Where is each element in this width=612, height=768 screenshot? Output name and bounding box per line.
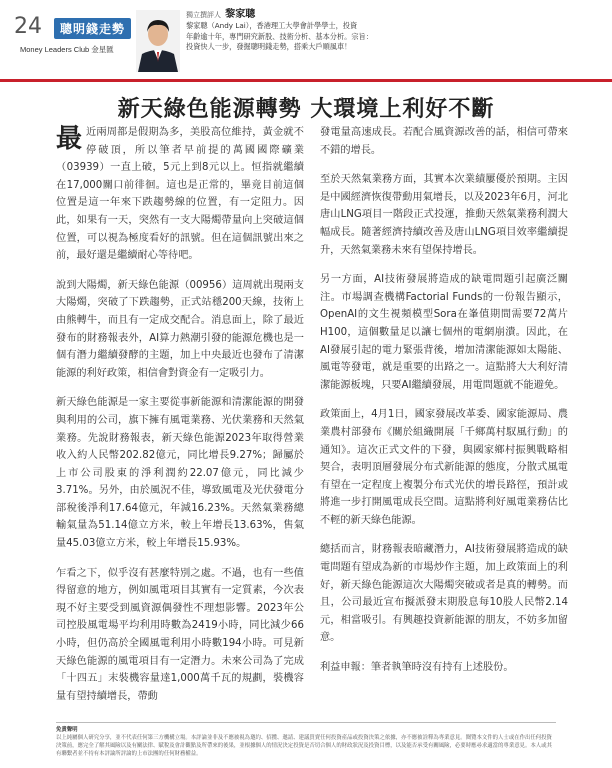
column-title: 聰明錢走勢 [54,18,131,39]
paragraph: 至於天然氣業務方面，其實本次業績屢優於預期。主因是中國經濟恢復帶動用氣增長，以及2023年6月，河北唐山LNG項目一階段正式投運，推動天然氣業務利潤大幅成長。隨著經濟持續改善及唐山LNG項目效率繼續提升，天然氣業務未來有望保持增長。 [320,174,568,256]
page-number: 24 [14,14,42,39]
paragraph: 發電量高速成長。若配合風資源改善的話，相信可帶來不錯的增長。 [320,127,568,156]
bio-line: 投資快人一步，發掘聰明錢走勢，搭乘大戶順風車！ [186,42,352,52]
article-title: 新天綠色能源轉勢 大環境上利好不斷 [117,97,495,122]
club-label: Money Leaders Club 金星匯 [20,45,114,54]
author-bio [186,10,401,53]
article-column-left [56,124,304,717]
interest-declaration: 利益申報：筆者執筆時沒有持有上述股份。 [320,662,514,674]
article-column-right [320,124,568,689]
bio-line: 年齡逾十年，專門研究新股、技術分析、基本分析。宗旨： [186,31,373,41]
paragraph: 乍看之下，似乎沒有甚麼特別之處。不過，也有一些值得留意的地方，例如風電項目其實有一定質素，今次表現不好主要受到風資源偶發性不理想影響。2023年公司控股風電場平均利用時數為2419小時，同比減少66小時，但仍高於全國風電利用小時數194小時。可見新天綠色能源的風電項目有一定潛力。未來公司為了完成「十四五」末裝機容量達1,000萬千瓦的規劃，裝機容量有望持續增長，帶動 [56,567,304,702]
paragraph: 另一方面，AI技術發展將造成的缺電問題引起廣泛關注。市場調查機構Factorial Funds的一份報告顯示，OpenAI的文生視頻模型Sora在峯值期間需要72萬片H100，這個數量足以讓七個州的電網崩潰。因此，在AI發展引起的電力緊張背後，增加清潔能源如太陽能、風電等發電，就是重要的出路之一。這點將大大利好清潔能源板塊，只要AI繼續發展，用電問題就不能避免。 [320,274,568,391]
paragraph [56,124,304,265]
author-name: 黎家聰 [225,9,256,20]
paragraph: 總括而言，財務報表暗藏潛力，AI技術發展將造成的缺電問題有望成為新的市場炒作主題，加上政策面上的利好，新天綠色能源這次大陽燭突破或者是真的轉勢。而且，公司最近宣布擬派發末期股息每10股人民幣2.14元，相當吸引。有興趣投資新能源的朋友，不妨多加留意。 [320,544,568,644]
header-divider [0,79,612,82]
author-photo [136,10,180,72]
disclaimer-text: 以上純屬個人研究分享，並不代表任何第三方機構立場。本評論並非及不應被視為邀約、招攬、邀請、建議買賣任何投資產品或投資決策之依據，亦不應被詮釋為專業意見。閱覽本文件的人士或在作出任何投資決策前，應完全了解其風險以及有關法律、賦稅及會計觀點及所帶來的後果，並根據個人的情況決定投資是否切合個人的財政狀況及投資目標，以及能否承受有關風險，必要時應尋求適當的專業意見。本人或其有聯繫者並不持有本評論所評論的上市法團的任何財務權益。 [56,735,552,757]
disclaimer-title: 免責聲明 [56,727,78,733]
author-portrait-icon [136,10,180,72]
footer-divider [56,722,556,723]
author-role: 獨立撰評人 [186,11,221,19]
disclaimer [56,726,556,758]
paragraph: 說到大陽燭，新天綠色能源（00956）這周就出現兩支大陽燭，突破了下跌趨勢，正式站穩200天線，技術上由熊轉牛，而且有一定成交配合。消息面上，除了最近發布的財務報表外，AI算力熱潮引發的能源危機也是一個有潛力繼續發酵的主題，加上中央最近也發布了清潔能源的利好政策，相信會對資金有一定吸引力。 [56,279,304,379]
paragraph: 政策面上，4月1日，國家發展改革委、國家能源局、農業農村部發布《關於組織開展「千鄉萬村馭風行動」的通知》。這次正式文件的下發，與國家鄉村振興戰略相契合，表明頂層發展分布式新能源的態度，分散式風電有望在一定程度上複製分布式光伏的增長路徑，預計或將進一步打開風電成長空間。這點將利好風電業務估比不輕的新天綠色能源。 [320,409,568,526]
paragraph-text: 近兩周都是假期為多，美股高位維持，黃金就不停破頂，所以筆者早前提的萬國國際礦業（03939）一直上破，5元上到8元以上。恒指就繼續在17,000關口前徘徊。這也是正常的，畢竟目前這個位置是這一年來下跌趨勢線的位置，有一定阻力。因此，如果有一天，突然有一支大陽燭帶量向上突破這個位置，可以視為極度看好的訊號。但在這個訊號出來之前，最好還是繼續耐心等待吧。 [56,127,304,262]
bio-line: 黎家聰（Andy Lai），香港理工大學會計學學士，投資 [186,20,358,30]
drop-cap: 最 [56,124,83,154]
paragraph: 新天綠色能源是一家主要從事新能源和清潔能源的開發與利用的公司，旗下擁有風電業務、光伏業務和天然氣業務。先說財務報表，新天綠色能源2023年取得營業收入約人民幣202.82億元，同比增長9.27%；歸屬於上市公司股東的淨利潤約22.07億元，同比減少3.71%。另外，由於風況不佳，導致風電及光伏發電分部稅後淨利17.64億元，年減16.23%。天然氣業務總輸氣量為51.14億立方米，較上年增長13.63%，售氣量45.03億立方米，較上年增長15.93%。 [56,397,304,550]
page-header [0,0,612,78]
